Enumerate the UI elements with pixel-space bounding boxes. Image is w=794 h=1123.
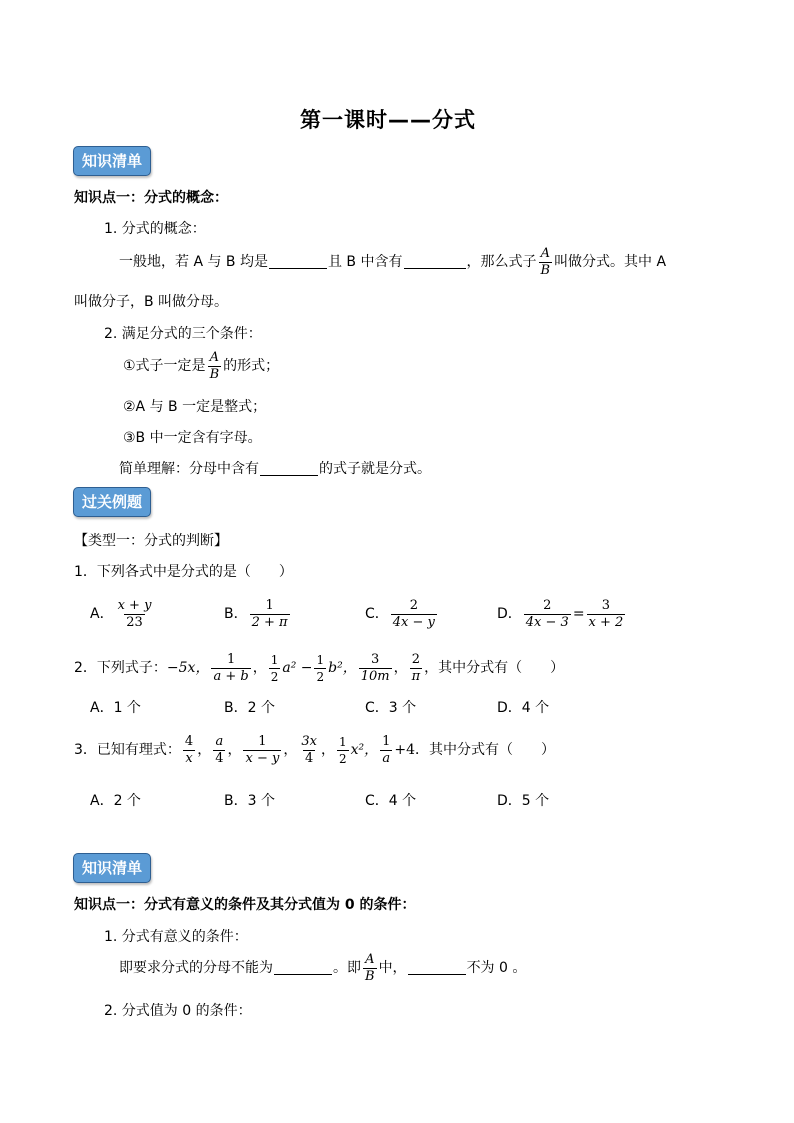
question-2-option-c: C．3 个 bbox=[365, 700, 417, 716]
fraction-numerator: A bbox=[209, 349, 220, 365]
fraction-numerator: a bbox=[215, 733, 224, 749]
fraction-numerator: 1 bbox=[265, 597, 274, 613]
fraction-denominator: 4 bbox=[304, 750, 314, 766]
question-3-option-d: D．5 个 bbox=[497, 793, 550, 809]
condition-2: ②A 与 B 一定是整式； bbox=[123, 399, 267, 415]
fraction-a-over-b bbox=[363, 953, 377, 984]
option-b-fraction bbox=[250, 599, 290, 630]
blank-field bbox=[269, 254, 327, 269]
question-1-option-b bbox=[224, 596, 292, 632]
fraction-denominator: x − y bbox=[245, 750, 280, 766]
question-3-option-c: C．4 个 bbox=[365, 793, 417, 809]
fraction-denominator: 4x − 3 bbox=[525, 614, 569, 630]
fraction-numerator: 1 bbox=[270, 652, 279, 667]
q3-fraction-5 bbox=[337, 735, 349, 766]
fraction-numerator: 4 bbox=[184, 733, 194, 749]
fraction-numerator: 1 bbox=[338, 734, 347, 749]
zero-value-condition-heading: 2. 分式值为 0 的条件： bbox=[104, 1003, 252, 1019]
q2-fraction-4 bbox=[410, 653, 423, 684]
option-label: A． bbox=[90, 606, 114, 622]
fraction-numerator: 1 bbox=[226, 651, 236, 667]
fraction-denominator: 4 bbox=[215, 750, 224, 766]
q3-fraction-2 bbox=[213, 735, 225, 766]
fraction-numerator: 2 bbox=[543, 597, 552, 613]
fraction-numerator: x + y bbox=[117, 597, 152, 613]
math-term: +4 bbox=[394, 742, 416, 758]
page-title: 第一课时——分式 bbox=[300, 108, 476, 132]
option-c-fraction bbox=[391, 599, 437, 630]
fraction-numerator: 2 bbox=[409, 597, 418, 613]
math-term: x²， bbox=[350, 742, 379, 758]
fraction-denominator: B bbox=[209, 366, 220, 382]
fraction-denominator: x + 2 bbox=[588, 614, 624, 630]
stem-text: ．其中分式有（ ） bbox=[415, 742, 556, 758]
math-term: −5x， bbox=[166, 660, 210, 676]
comma: ， bbox=[227, 742, 242, 758]
definition-text-d: 叫做分式。其中 A bbox=[554, 254, 667, 270]
condition-text-c: 中， bbox=[378, 960, 407, 976]
fraction-numerator: 1 bbox=[316, 652, 325, 667]
comma: ， bbox=[393, 660, 408, 676]
option-d-left-fraction bbox=[524, 599, 571, 630]
q2-half-2 bbox=[314, 653, 326, 684]
comma: ， bbox=[252, 660, 267, 676]
question-3-option-b: B．3 个 bbox=[224, 793, 275, 809]
fraction-denominator: a + b bbox=[213, 668, 249, 684]
knowledge-point-heading-2: 知识点一：分式有意义的条件及其分式值为 0 的条件： bbox=[74, 897, 416, 913]
fraction-numerator: A bbox=[365, 951, 375, 967]
simple-text-a: 简单理解：分母中含有 bbox=[119, 461, 259, 477]
fraction-denominator: 2 bbox=[270, 669, 279, 684]
option-d-right-fraction bbox=[587, 599, 626, 630]
definition-text-a: 一般地，若 A 与 B 均是 bbox=[119, 254, 268, 270]
q2-fraction-1 bbox=[211, 653, 250, 684]
comma: ， bbox=[320, 742, 335, 758]
question-3-option-a: A．2 个 bbox=[90, 793, 141, 809]
blank-field bbox=[404, 254, 466, 269]
fraction-numerator: 1 bbox=[382, 733, 391, 749]
type-heading: 【类型一：分式的判断】 bbox=[74, 533, 228, 549]
question-2-option-a: A．1 个 bbox=[90, 700, 141, 716]
simple-understanding bbox=[119, 458, 431, 478]
question-1-stem: 1．下列各式中是分式的是（ ） bbox=[74, 564, 293, 580]
fraction-numerator: A bbox=[540, 245, 550, 261]
condition-1 bbox=[123, 348, 279, 384]
q3-fraction-3 bbox=[243, 735, 281, 766]
q2-half-1 bbox=[269, 653, 281, 684]
question-1-option-c bbox=[365, 596, 439, 632]
stem-text: 2．下列式子： bbox=[74, 660, 167, 676]
fraction-denominator: 10m bbox=[360, 668, 390, 684]
option-label: C． bbox=[365, 606, 389, 622]
q3-fraction-4 bbox=[299, 735, 319, 766]
fraction-numerator: 1 bbox=[258, 733, 267, 749]
q3-fraction-6 bbox=[380, 735, 392, 766]
fraction-denominator: a bbox=[382, 750, 391, 766]
blank-field bbox=[274, 960, 332, 975]
option-a-fraction bbox=[116, 599, 154, 630]
stem-text: 3．已知有理式： bbox=[74, 742, 181, 758]
fraction-numerator: 3x bbox=[301, 733, 317, 749]
blank-field bbox=[260, 461, 318, 476]
q3-fraction-1 bbox=[183, 735, 195, 766]
fraction-denominator: B bbox=[540, 262, 551, 278]
condition-text-d: 不为 0 。 bbox=[466, 960, 527, 976]
question-3-stem bbox=[74, 730, 555, 770]
fraction-denominator: π bbox=[411, 668, 421, 684]
fraction-a-over-b bbox=[539, 247, 553, 278]
fraction-denominator: 23 bbox=[126, 614, 143, 630]
definition-text-c: ，那么式子 bbox=[466, 254, 537, 270]
fraction-a-over-b bbox=[208, 351, 222, 382]
q2-fraction-3 bbox=[359, 653, 392, 684]
comma: ， bbox=[283, 742, 298, 758]
question-1-option-d bbox=[497, 596, 627, 632]
condition-1-text-b: 的形式； bbox=[223, 358, 280, 374]
condition-3: ③B 中一定含有字母。 bbox=[123, 430, 262, 446]
fraction-numerator: 3 bbox=[601, 597, 611, 613]
fraction-numerator: 2 bbox=[411, 651, 420, 667]
question-2-option-b: B．2 个 bbox=[224, 700, 275, 716]
equals-sign: = bbox=[572, 606, 585, 622]
definition-continuation: 叫做分子，B 叫做分母。 bbox=[74, 294, 229, 310]
fraction-numerator: 3 bbox=[371, 651, 380, 667]
condition-text-a: 即要求分式的分母不能为 bbox=[119, 960, 273, 976]
simple-text-b: 的式子就是分式。 bbox=[319, 461, 431, 477]
fraction-denominator: 2 + π bbox=[251, 614, 288, 630]
fraction-denominator: B bbox=[365, 968, 375, 984]
fraction-denominator: 4x − y bbox=[392, 614, 435, 630]
knowledge-list-badge: 知识清单 bbox=[73, 146, 151, 176]
question-1-option-a bbox=[90, 596, 155, 632]
examples-badge: 过关例题 bbox=[73, 487, 151, 517]
meaningful-condition-heading: 1. 分式有意义的条件： bbox=[104, 929, 248, 945]
question-2-stem bbox=[74, 648, 564, 688]
fraction-denominator: 2 bbox=[316, 669, 325, 684]
math-term: a² − bbox=[282, 660, 313, 676]
comma: ， bbox=[197, 742, 212, 758]
condition-text-b: 。即 bbox=[333, 960, 361, 976]
knowledge-list-badge-2: 知识清单 bbox=[73, 853, 151, 883]
blank-field bbox=[408, 960, 466, 975]
definition-line bbox=[119, 244, 666, 280]
definition-text-b: 且 B 中含有 bbox=[327, 254, 403, 270]
item-1-heading: 1. 分式的概念： bbox=[104, 221, 206, 237]
condition-1-text-a: ①式子一定是 bbox=[123, 358, 206, 374]
option-label: D． bbox=[497, 606, 522, 622]
fraction-denominator: 2 bbox=[338, 751, 347, 766]
fraction-denominator: x bbox=[185, 750, 193, 766]
option-label: B． bbox=[224, 606, 248, 622]
item-2-heading: 2. 满足分式的三个条件： bbox=[104, 326, 262, 342]
math-term: b²， bbox=[328, 660, 357, 676]
meaningful-condition-line bbox=[119, 950, 526, 986]
stem-text: ，其中分式有（ ） bbox=[424, 660, 565, 676]
knowledge-point-heading: 知识点一：分式的概念： bbox=[74, 190, 228, 206]
question-2-option-d: D．4 个 bbox=[497, 700, 550, 716]
